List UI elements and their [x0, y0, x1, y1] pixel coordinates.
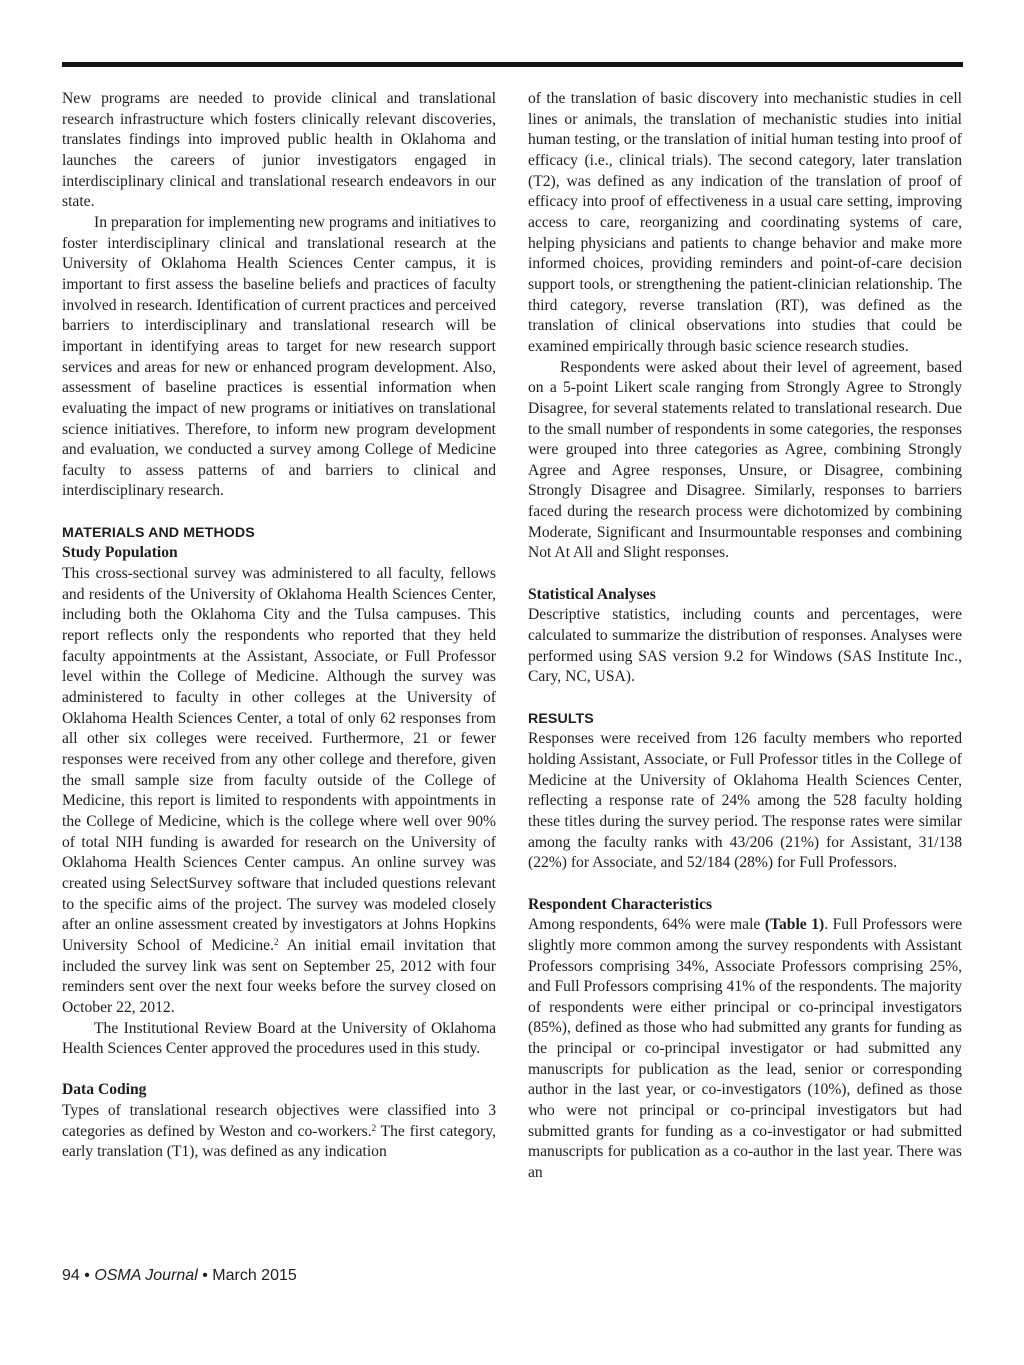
text-run: An initial email invitation that included the survey link was sent on September 25, 2012 with four reminders sent over the next four weeks before the survey closed on October 22, 2012.: [62, 936, 496, 1016]
paragraph: [62, 564, 496, 1018]
subheading-statistical-analyses: Statistical Analyses: [528, 585, 656, 603]
paragraph: Descriptive statistics, including counts and percentages, were calculated to summarize the distribution of responses. Analyses were performed using SAS version 9.2 for Windows (SAS Institute Inc., Cary, NC, USA).: [528, 606, 962, 686]
reference-superscript: 2: [274, 936, 279, 947]
text-run: Among respondents, 64% were male: [528, 916, 765, 934]
paragraph: Responses were received from 126 faculty members who reported holding Assistant, Associate, or Full Professor titles in the College of Medicine at the University of Oklahoma Health Sciences Center, reflecting a response rate of 24% among the 528 faculty holding these titles during the survey period. The response rates were similar among the faculty ranks with 43/206 (21%) for Assistant, 31/138 (22%) for Associate, and 52/184 (28%) for Full Professors.: [528, 730, 962, 872]
subheading-respondent-characteristics: Respondent Characteristics: [528, 895, 713, 913]
text-run: . Full Professors were slightly more common among the survey respondents with Assistant Professors comprising 34%, Associate Professors comprising 25%, and Full Professors comprising 41% of the respondents. The majority of respondents were either principal or co-principal investigators (85%), defined as those who had submitted any grants for funding as the principal or co-principal investigator or had submitted any manuscripts for publication as the lead, senior or corresponding author in the last year, or co-investigators (10%), defined as those who were not principal or co-principal investigators but had submitted grants for funding as a co-investigator or had submitted manuscripts for publication as a co-author in the last year. There was an: [528, 916, 962, 1182]
left-column: [62, 89, 496, 1163]
text-run: The first category, early translation (T1), was defined as any indication: [62, 1122, 496, 1161]
page-footer: [62, 1267, 297, 1285]
issue-date: March 2015: [212, 1267, 297, 1284]
top-rule: [62, 62, 963, 67]
subheading-study-population: Study Population: [62, 544, 178, 562]
footer-bullet: •: [84, 1267, 90, 1284]
paragraph: New programs are needed to provide clinical and translational research infrastructure which fosters clinically relevant discoveries, translates findings into improved public health in Oklahoma and launches the careers of junior investigators engaged in interdisciplinary clinical and translational research endeavors in our state.: [62, 90, 496, 211]
reference-superscript: 2: [371, 1122, 377, 1133]
paragraph: of the translation of basic discovery into mechanistic studies in cell lines or animals, the translation of mechanistic studies into initial human testing, or the translation of initial human testing into proof of efficacy (i.e., clinical trials). The second category, later translation (T2), was defined as any indication of the translation of proof of efficacy into proof of effectiveness in a usual care setting, improving access to care, reorganizing and coordinating systems of care, helping physicians and patients to change behavior and make more informed choices, providing reminders and point-of-care decision support tools, or strengthening the patient-clinician relationship. The third category, reverse translation (RT), was defined as the translation of clinical observations into studies that could be examined empirically through basic science research studies.: [528, 90, 962, 355]
right-column: [528, 89, 962, 1184]
paragraph: In preparation for implementing new programs and initiatives to foster interdisciplinary clinical and translational research at the University of Oklahoma Health Sciences Center campus, it is important to first assess the baseline beliefs and practices of faculty involved in research. Identification of current practices and perceived barriers to interdisciplinary and translational research will be important in identifying areas to target for new research support services and areas for new or enhanced program development. Also, assessment of baseline practices is essential information when evaluating the impact of new programs or initiatives on translational science initiatives. Therefore, to inform new program development and evaluation, we conducted a survey among College of Medicine faculty to assess patterns of and barriers to clinical and interdisciplinary research.: [62, 213, 496, 500]
footer-bullet: •: [202, 1267, 208, 1284]
page-number: 94: [62, 1267, 80, 1284]
paragraph: [528, 915, 962, 1184]
paragraph: [62, 1101, 496, 1163]
journal-name: OSMA Journal: [94, 1267, 198, 1284]
subheading-data-coding: Data Coding: [62, 1081, 147, 1099]
text-run: Types of translational research objectives were classified into 3 categories as defined by Weston and co-workers.: [62, 1102, 496, 1140]
table-reference: (Table 1): [764, 916, 825, 934]
section-heading-methods: MATERIALS AND METHODS: [62, 524, 255, 541]
section-heading-results: RESULTS: [528, 710, 594, 727]
paragraph: The Institutional Review Board at the University of Oklahoma Health Sciences Center approved the procedures used in this study.: [62, 1019, 496, 1058]
text-run: This cross-sectional survey was administered to all faculty, fellows and residents of the University of Oklahoma Health Sciences Center, including both the Oklahoma City and the Tulsa campuses. This report reflects only the respondents who reported that they held faculty appointments at the Assistant, Associate, or Full Professor level within the College of Medicine. Although the survey was administered to faculty in other colleges at the University of Oklahoma Health Sciences Center, a total of only 62 responses from all other six colleges were received. Furthermore, 21 or fewer responses were received from any other college and therefore, given the small sample size from faculty outside of the College of Medicine, this report is limited to respondents with appointments in the College of Medicine, which is the college where well over 90% of total NIH funding is awarded for research on the University of Oklahoma Health Sciences Center campus. An online survey was created using SelectSurvey software that included questions relevant to the specific aims of the project. The survey was modeled closely after an online assessment created by investigators at Johns Hopkins University School of Medicine.: [62, 565, 496, 954]
paragraph: Respondents were asked about their level of agreement, based on a 5-point Likert scale ranging from Strongly Agree to Strongly Disagree, for several statements related to translational research. Due to the small number of respondents in some categories, the responses were grouped into three categories as Agree, combining Strongly Agree and Agree responses, Unsure, or Disagree, combining Strongly Disagree and Disagree. Similarly, responses to barriers faced during the research process were dichotomized by combining Moderate, Significant and Insurmountable responses and combining Not At All and Slight responses.: [528, 358, 962, 562]
